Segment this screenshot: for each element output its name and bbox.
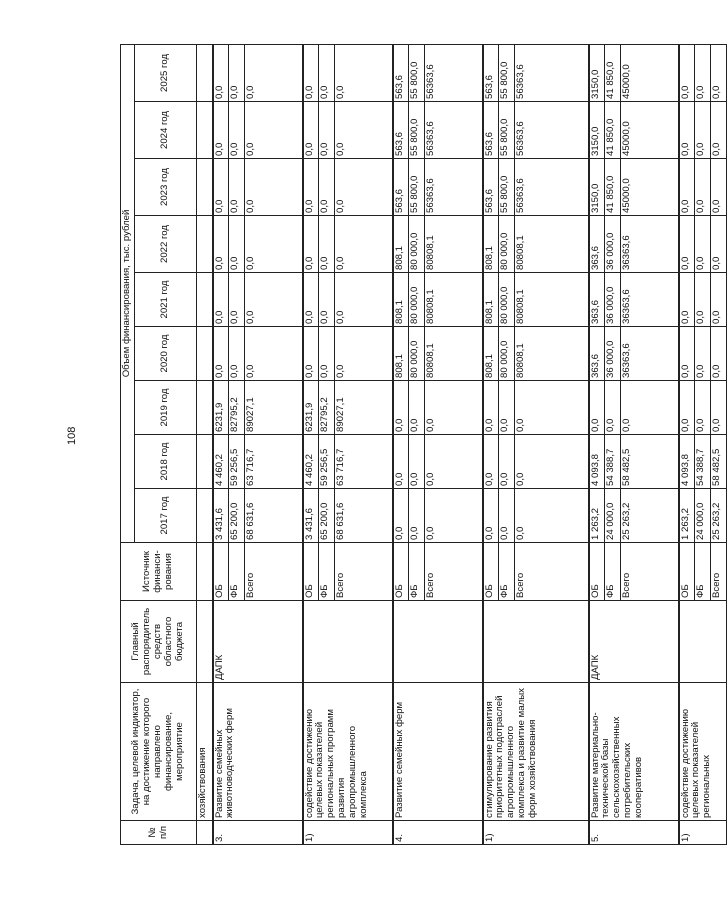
value-cell: 0,0 xyxy=(679,327,695,381)
source-cell: Всего xyxy=(711,543,727,601)
value-cell: 56363,6 xyxy=(425,159,483,216)
year-header: 2020 год xyxy=(135,327,197,381)
year-header: 2018 год xyxy=(135,435,197,489)
volume-header: Объем финансирования, тыс. рублей xyxy=(121,44,135,542)
value-cell: 0,0 xyxy=(679,102,695,159)
value-cell: 41 850,0 xyxy=(605,159,621,216)
value-cell: 0,0 xyxy=(303,216,319,273)
value-cell: 56363,6 xyxy=(425,44,483,101)
source-cell: ФБ xyxy=(409,543,425,601)
value-cell: 808,1 xyxy=(393,327,409,381)
value-cell: 0,0 xyxy=(679,159,695,216)
block-name: содействие достижению целевых показателей региональных программ развития агропромышленного комплекса xyxy=(303,683,393,821)
value-cell: 0,0 xyxy=(695,159,711,216)
value-cell: 0,0 xyxy=(695,216,711,273)
value-cell: 0,0 xyxy=(409,489,425,543)
page-number: 108 xyxy=(66,426,78,445)
value-cell: 0,0 xyxy=(335,327,393,381)
value-cell: 808,1 xyxy=(393,273,409,327)
value-cell: 0,0 xyxy=(711,102,727,159)
value-cell: 89027,1 xyxy=(245,381,303,435)
value-cell: 3150,0 xyxy=(589,102,605,159)
value-cell: 808,1 xyxy=(393,216,409,273)
block-manager xyxy=(393,601,483,683)
value-cell: 36 000,0 xyxy=(605,216,621,273)
value-cell: 36363,6 xyxy=(621,327,679,381)
value-cell: 0,0 xyxy=(213,273,229,327)
value-cell: 65 200,0 xyxy=(229,489,245,543)
value-cell: 56363,6 xyxy=(515,44,589,101)
value-cell: 0,0 xyxy=(711,327,727,381)
source-cell: ФБ xyxy=(695,543,711,601)
value-cell: 54 388,7 xyxy=(695,435,711,489)
value-cell: 0,0 xyxy=(245,102,303,159)
value-cell: 0,0 xyxy=(213,102,229,159)
value-cell: 55 800,0 xyxy=(409,102,425,159)
value-cell: 0,0 xyxy=(229,102,245,159)
value-cell: 0,0 xyxy=(319,216,335,273)
value-cell: 45000,0 xyxy=(621,159,679,216)
source-cell: ОБ xyxy=(213,543,229,601)
value-cell: 0,0 xyxy=(409,381,425,435)
value-cell: 0,0 xyxy=(679,44,695,101)
financing-table xyxy=(120,44,727,845)
year-header: 2024 год xyxy=(135,102,197,159)
year-header: 2017 год xyxy=(135,489,197,543)
value-cell: 0,0 xyxy=(229,327,245,381)
block-num: 1) xyxy=(303,821,393,845)
block-num: 3. xyxy=(213,821,303,845)
value-cell: 0,0 xyxy=(483,489,499,543)
value-cell: 0,0 xyxy=(695,273,711,327)
value-cell: 0,0 xyxy=(303,44,319,101)
value-cell: 0,0 xyxy=(515,489,589,543)
value-cell: 563,6 xyxy=(393,102,409,159)
value-cell: 36 000,0 xyxy=(605,327,621,381)
col-task-header: Задача, целевой индикатор, на достижение которого направлено финансирование, мероприятие xyxy=(121,683,197,821)
value-cell: 56363,6 xyxy=(515,159,589,216)
rotated-table-wrapper xyxy=(120,45,722,845)
value-cell: 58 482,5 xyxy=(711,435,727,489)
source-cell: Всего xyxy=(245,543,303,601)
source-cell: ОБ xyxy=(303,543,319,601)
value-cell: 563,6 xyxy=(483,44,499,101)
block-num: 1) xyxy=(483,821,589,845)
value-cell: 0,0 xyxy=(605,381,621,435)
value-cell: 59 256,5 xyxy=(229,435,245,489)
value-cell: 56363,6 xyxy=(515,102,589,159)
source-cell: ФБ xyxy=(229,543,245,601)
value-cell: 0,0 xyxy=(335,44,393,101)
block-manager xyxy=(679,601,727,683)
value-cell: 0,0 xyxy=(213,44,229,101)
value-cell: 0,0 xyxy=(303,159,319,216)
table-row xyxy=(589,44,605,844)
value-cell: 0,0 xyxy=(695,327,711,381)
source-cell: Всего xyxy=(621,543,679,601)
value-cell: 0,0 xyxy=(711,216,727,273)
value-cell: 6231,9 xyxy=(303,381,319,435)
value-cell: 59 256,5 xyxy=(319,435,335,489)
value-cell: 0,0 xyxy=(319,44,335,101)
source-cell: ФБ xyxy=(499,543,515,601)
source-cell: ОБ xyxy=(679,543,695,601)
value-cell: 0,0 xyxy=(711,44,727,101)
year-header: 2022 год xyxy=(135,216,197,273)
value-cell: 80808,1 xyxy=(425,273,483,327)
value-cell: 82795,2 xyxy=(229,381,245,435)
value-cell: 45000,0 xyxy=(621,44,679,101)
value-cell: 363,6 xyxy=(589,273,605,327)
value-cell: 80 000,0 xyxy=(409,216,425,273)
value-cell: 0,0 xyxy=(303,327,319,381)
block-num: 1) xyxy=(679,821,727,845)
value-cell: 4 093,8 xyxy=(679,435,695,489)
value-cell: 55 800,0 xyxy=(499,44,515,101)
value-cell: 80808,1 xyxy=(515,327,589,381)
block-manager: ДАПК xyxy=(213,601,303,683)
source-cell: Всего xyxy=(425,543,483,601)
year-header: 2021 год xyxy=(135,273,197,327)
value-cell: 55 800,0 xyxy=(409,44,425,101)
value-cell: 80808,1 xyxy=(425,216,483,273)
value-cell: 65 200,0 xyxy=(319,489,335,543)
col-source-header: Источник финанси-рования xyxy=(121,543,197,601)
value-cell: 3150,0 xyxy=(589,44,605,101)
value-cell: 0,0 xyxy=(393,489,409,543)
source-cell: Всего xyxy=(515,543,589,601)
value-cell: 0,0 xyxy=(483,435,499,489)
value-cell: 0,0 xyxy=(245,273,303,327)
value-cell: 0,0 xyxy=(679,273,695,327)
value-cell: 0,0 xyxy=(589,381,605,435)
value-cell: 0,0 xyxy=(621,381,679,435)
value-cell: 0,0 xyxy=(425,381,483,435)
value-cell: 0,0 xyxy=(711,159,727,216)
value-cell: 80 000,0 xyxy=(499,327,515,381)
value-cell: 80 000,0 xyxy=(499,273,515,327)
source-cell: Всего xyxy=(335,543,393,601)
value-cell: 0,0 xyxy=(335,159,393,216)
value-cell: 56363,6 xyxy=(425,102,483,159)
value-cell: 4 093,8 xyxy=(589,435,605,489)
table-row xyxy=(303,44,319,844)
value-cell: 6231,9 xyxy=(213,381,229,435)
value-cell: 63 716,7 xyxy=(335,435,393,489)
source-cell: ФБ xyxy=(605,543,621,601)
value-cell: 363,6 xyxy=(589,327,605,381)
block-name: Развитие семейных животноводческих ферм xyxy=(213,683,303,821)
value-cell: 0,0 xyxy=(213,216,229,273)
value-cell: 0,0 xyxy=(319,327,335,381)
value-cell: 1 263,2 xyxy=(589,489,605,543)
value-cell: 54 388,7 xyxy=(605,435,621,489)
block-name: содействие достижению целевых показателей региональных xyxy=(679,683,727,821)
value-cell: 563,6 xyxy=(483,159,499,216)
value-cell: 808,1 xyxy=(483,216,499,273)
value-cell: 41 850,0 xyxy=(605,44,621,101)
value-cell: 808,1 xyxy=(483,327,499,381)
value-cell: 68 631,6 xyxy=(335,489,393,543)
value-cell: 25 263,2 xyxy=(711,489,727,543)
col-num-header: № п/п xyxy=(121,821,197,845)
value-cell: 0,0 xyxy=(695,102,711,159)
value-cell: 0,0 xyxy=(425,489,483,543)
value-cell: 0,0 xyxy=(515,381,589,435)
value-cell: 0,0 xyxy=(499,489,515,543)
value-cell: 80808,1 xyxy=(515,216,589,273)
value-cell: 0,0 xyxy=(711,273,727,327)
value-cell: 4 460,2 xyxy=(303,435,319,489)
value-cell: 0,0 xyxy=(245,216,303,273)
table-row xyxy=(679,44,695,844)
source-cell: ФБ xyxy=(319,543,335,601)
value-cell: 0,0 xyxy=(213,159,229,216)
col-manager-header: Главный распорядитель средств областного бюджета xyxy=(121,601,197,683)
value-cell: 0,0 xyxy=(229,159,245,216)
value-cell: 0,0 xyxy=(679,381,695,435)
value-cell: 3 431,6 xyxy=(303,489,319,543)
value-cell: 0,0 xyxy=(679,216,695,273)
value-cell: 0,0 xyxy=(393,381,409,435)
value-cell: 563,6 xyxy=(393,44,409,101)
value-cell: 0,0 xyxy=(229,273,245,327)
value-cell: 80808,1 xyxy=(515,273,589,327)
block-name: Развитие семейных ферм xyxy=(393,683,483,821)
value-cell: 36363,6 xyxy=(621,273,679,327)
value-cell: 80808,1 xyxy=(425,327,483,381)
value-cell: 0,0 xyxy=(335,216,393,273)
table-row xyxy=(213,44,229,844)
source-cell: ОБ xyxy=(393,543,409,601)
value-cell: 45000,0 xyxy=(621,102,679,159)
value-cell: 55 800,0 xyxy=(499,159,515,216)
year-header: 2023 год xyxy=(135,159,197,216)
value-cell: 0,0 xyxy=(303,102,319,159)
value-cell: 563,6 xyxy=(483,102,499,159)
block-name: стимулирование развития приоритетных подотраслей агропромышленного комплекса и развитие малых форм хозяйствования xyxy=(483,683,589,821)
value-cell: 0,0 xyxy=(711,381,727,435)
table-row xyxy=(393,44,409,844)
block-num: 4. xyxy=(393,821,483,845)
value-cell: 24 000,0 xyxy=(695,489,711,543)
value-cell: 3 431,6 xyxy=(213,489,229,543)
continuation-num xyxy=(197,821,213,845)
value-cell: 0,0 xyxy=(409,435,425,489)
source-cell: ОБ xyxy=(589,543,605,601)
value-cell: 0,0 xyxy=(213,327,229,381)
continuation-text: хозяйствования xyxy=(197,683,213,821)
value-cell: 0,0 xyxy=(319,273,335,327)
block-manager xyxy=(483,601,589,683)
value-cell: 0,0 xyxy=(245,327,303,381)
value-cell: 0,0 xyxy=(393,435,409,489)
value-cell: 80 000,0 xyxy=(409,273,425,327)
value-cell: 55 800,0 xyxy=(409,159,425,216)
value-cell: 0,0 xyxy=(335,102,393,159)
year-header: 2025 год xyxy=(135,44,197,101)
value-cell: 0,0 xyxy=(425,435,483,489)
source-cell: ОБ xyxy=(483,543,499,601)
value-cell: 1 263,2 xyxy=(679,489,695,543)
value-cell: 0,0 xyxy=(499,381,515,435)
value-cell: 82795,2 xyxy=(319,381,335,435)
value-cell: 0,0 xyxy=(695,44,711,101)
value-cell: 68 631,6 xyxy=(245,489,303,543)
value-cell: 0,0 xyxy=(695,381,711,435)
value-cell: 41 850,0 xyxy=(605,102,621,159)
block-num: 5. xyxy=(589,821,679,845)
value-cell: 0,0 xyxy=(319,102,335,159)
block-name: Развитие материально-технической базы сельскохозяйственных потребительских кооперативов xyxy=(589,683,679,821)
value-cell: 0,0 xyxy=(515,435,589,489)
value-cell: 4 460,2 xyxy=(213,435,229,489)
value-cell: 36 000,0 xyxy=(605,273,621,327)
value-cell: 808,1 xyxy=(483,273,499,327)
value-cell: 0,0 xyxy=(245,159,303,216)
value-cell: 0,0 xyxy=(229,44,245,101)
value-cell: 80 000,0 xyxy=(409,327,425,381)
year-header: 2019 год xyxy=(135,381,197,435)
value-cell: 0,0 xyxy=(245,44,303,101)
value-cell: 0,0 xyxy=(499,435,515,489)
value-cell: 0,0 xyxy=(303,273,319,327)
table-row xyxy=(483,44,499,844)
value-cell: 0,0 xyxy=(335,273,393,327)
value-cell: 80 000,0 xyxy=(499,216,515,273)
block-manager xyxy=(303,601,393,683)
block-manager: ДАПК xyxy=(589,601,679,683)
value-cell: 55 800,0 xyxy=(499,102,515,159)
value-cell: 3150,0 xyxy=(589,159,605,216)
value-cell: 0,0 xyxy=(319,159,335,216)
value-cell: 363,6 xyxy=(589,216,605,273)
value-cell: 0,0 xyxy=(483,381,499,435)
value-cell: 25 263,2 xyxy=(621,489,679,543)
value-cell: 89027,1 xyxy=(335,381,393,435)
value-cell: 563,6 xyxy=(393,159,409,216)
value-cell: 0,0 xyxy=(229,216,245,273)
value-cell: 24 000,0 xyxy=(605,489,621,543)
value-cell: 63 716,7 xyxy=(245,435,303,489)
value-cell: 58 482,5 xyxy=(621,435,679,489)
value-cell: 36363,6 xyxy=(621,216,679,273)
